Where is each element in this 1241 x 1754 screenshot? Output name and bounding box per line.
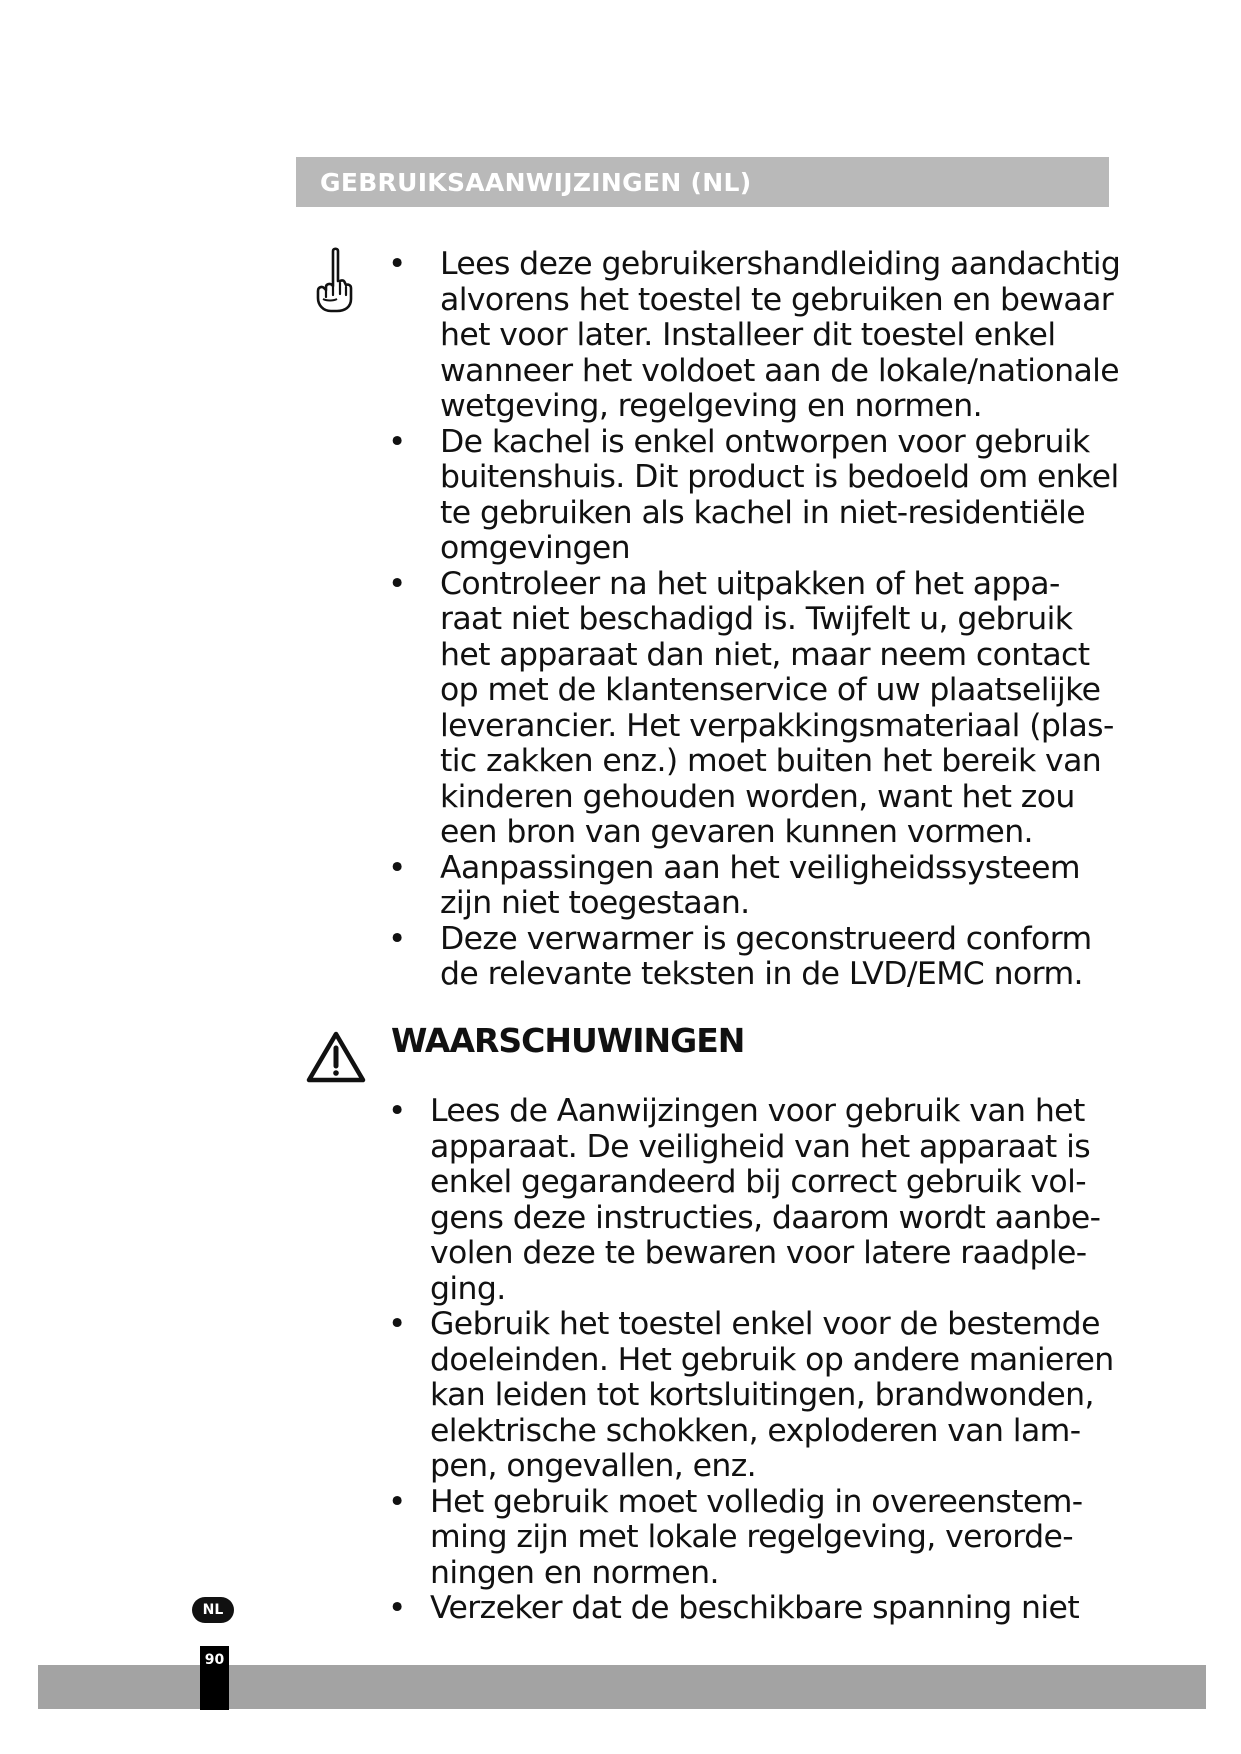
- list-item: [388, 247, 1128, 425]
- list-item-text: Verzeker dat de beschikbare spanning niet: [430, 1590, 1080, 1626]
- list-item-text: Het gebruik moet volledig in overeenstem- ming zijn met lokale regelgeving, verorde- ningen en normen.: [430, 1483, 1083, 1591]
- bullet: •: [388, 1306, 407, 1342]
- list-item-text: Controleer na het uitpakken of het appa- raat niet beschadigd is. Twijfelt u, gebruik het apparaat dan niet, maar neem contact op met de klantenservice of uw plaatselijke leverancier. Het verpakkingsmateriaal (plas- tic zakken enz.) moet buiten het bereik van kinderen gehouden worden, want het zou een bron van gevaren kunnen vormen.: [440, 565, 1114, 850]
- list-item-text: Lees de Aanwijzingen voor gebruik van het apparaat. De veiligheid van het apparaat is enkel gegarandeerd bij correct gebruik vol- gens deze instructies, daarom wordt aanbe- volen deze te bewaren voor latere raadple- ging.: [430, 1093, 1101, 1307]
- list-item-text: Gebruik het toestel enkel voor de bestemde doeleinden. Het gebruik op andere manieren kan leiden tot kortsluitingen, brandwonden, elektrische schokken, exploderen van lam- pen, ongevallen, enz.: [430, 1306, 1114, 1484]
- list-item-text: Deze verwarmer is geconstrueerd conform de relevante teksten in de LVD/EMC norm.: [440, 920, 1092, 992]
- section-title: GEBRUIKSAANWIJZINGEN (NL): [320, 167, 752, 197]
- language-badge: NL: [192, 1597, 234, 1623]
- warnings-heading: WAARSCHUWINGEN: [391, 1021, 745, 1060]
- bullet: •: [388, 1483, 407, 1520]
- page-number: 90: [200, 1646, 229, 1710]
- bullet: •: [388, 920, 407, 957]
- instruction-list: [388, 247, 1128, 993]
- bullet: •: [388, 1590, 407, 1626]
- list-item: [388, 1591, 1128, 1627]
- bullet: •: [388, 246, 407, 282]
- bullet: •: [388, 849, 407, 886]
- list-item-text: Aanpassingen aan het veiligheidssysteem zijn niet toegestaan.: [440, 849, 1080, 921]
- bullet: •: [388, 1093, 407, 1129]
- list-item: [388, 1485, 1128, 1592]
- list-item-text: De kachel is enkel ontworpen voor gebruik buitenshuis. Dit product is bedoeld om enkel te gebruiken als kachel in niet-residentiële omgevingen: [440, 423, 1119, 566]
- warning-triangle-icon: [305, 1030, 367, 1084]
- list-item: [388, 425, 1128, 567]
- list-item: [388, 851, 1128, 922]
- warning-list: [388, 1094, 1128, 1627]
- list-item-text: Lees deze gebruikershandleiding aandachtig alvorens het toestel te gebruiken en bewaar het voor later. Installeer dit toestel enkel wanneer het voldoet aan de lokale/nationale wetgeving, regelgeving en normen.: [440, 246, 1121, 424]
- bullet: •: [388, 423, 407, 460]
- list-item: [388, 1307, 1128, 1485]
- pointing-hand-icon: [313, 247, 357, 315]
- section-header-bar: [296, 157, 1109, 207]
- list-item: [388, 567, 1128, 851]
- list-item: [388, 922, 1128, 993]
- bullet: •: [388, 565, 407, 602]
- list-item: [388, 1094, 1128, 1307]
